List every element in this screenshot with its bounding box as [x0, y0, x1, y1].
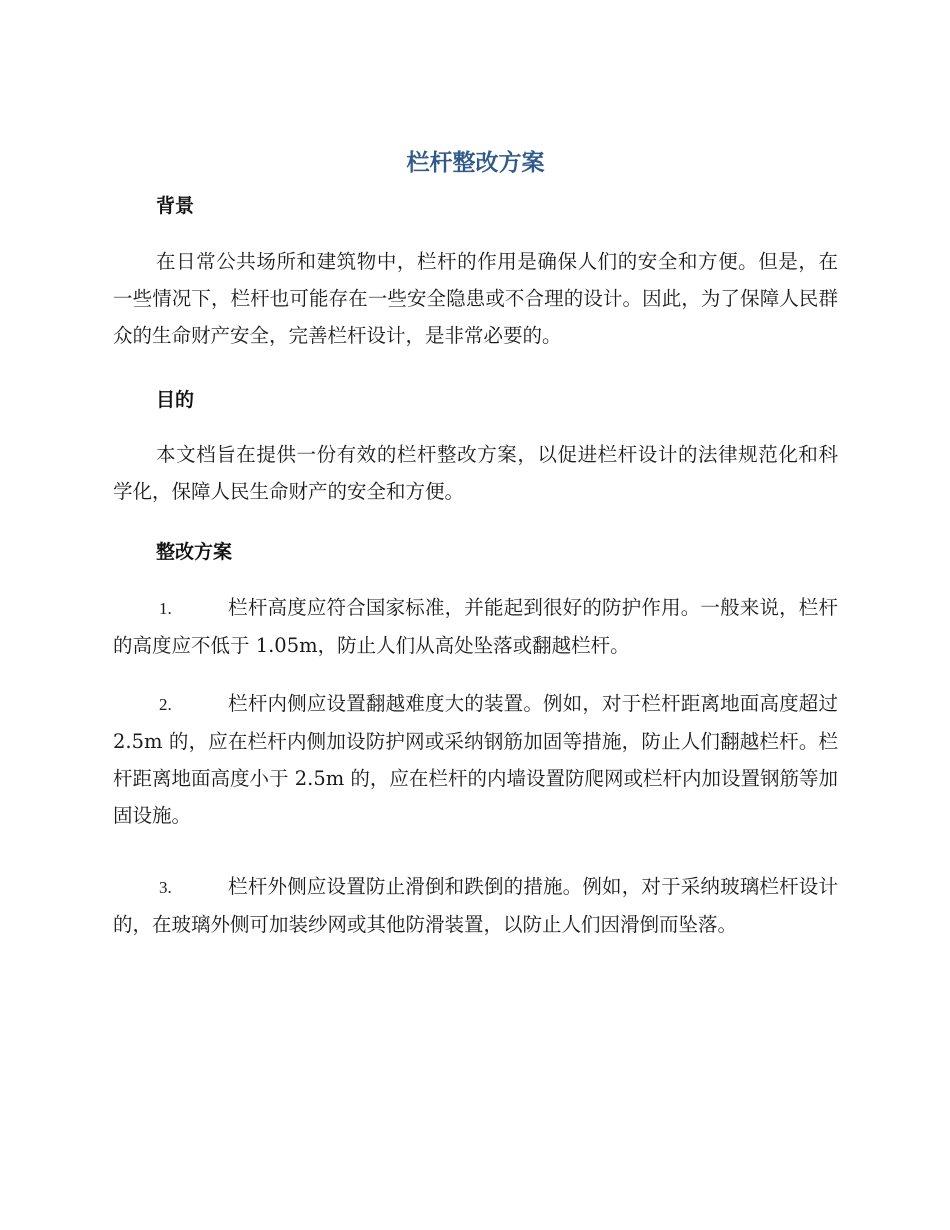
section-heading-plan: 整改方案	[156, 541, 233, 563]
list-item-number: 3.	[159, 878, 172, 897]
list-item-text: 栏杆外侧应设置防止滑倒和跌倒的措施。例如，对于采纳玻璃栏杆设计的，在玻璃外侧可加装纱网或其他防滑装置，以防止人们因滑倒而坠落。	[113, 875, 838, 936]
list-item-number: 1.	[159, 599, 172, 618]
document-page	[113, 0, 838, 1230]
list-item	[113, 589, 838, 664]
document-title: 栏杆整改方案	[406, 150, 545, 176]
section-heading-purpose: 目的	[156, 389, 195, 411]
list-item-text: 栏杆高度应符合国家标准，并能起到很好的防护作用。一般来说，栏杆的高度应不低于 1.05m，防止人们从高处坠落或翻越栏杆。	[113, 596, 838, 657]
list-item-number: 2.	[159, 695, 172, 714]
section-heading-background: 背景	[156, 195, 195, 217]
list-item	[113, 868, 838, 943]
list-item	[113, 685, 838, 834]
paragraph-purpose: 本文档旨在提供一份有效的栏杆整改方案，以促进栏杆设计的法律规范化和科学化，保障人民生命财产的安全和方便。	[113, 443, 838, 503]
paragraph-background: 在日常公共场所和建筑物中，栏杆的作用是确保人们的安全和方便。但是，在一些情况下，栏杆也可能存在一些安全隐患或不合理的设计。因此，为了保障人民群众的生命财产安全，完善栏杆设计，是非常必要的。	[113, 250, 838, 347]
list-item-text: 栏杆内侧应设置翻越难度大的装置。例如，对于栏杆距离地面高度超过 2.5m 的，应在栏杆内侧加设防护网或采纳钢筋加固等措施，防止人们翻越栏杆。栏杆距离地面高度小于 2.5m 的，应在栏杆的内墙设置防爬网或栏杆内加设置钢筋等加固设施。	[113, 692, 838, 827]
